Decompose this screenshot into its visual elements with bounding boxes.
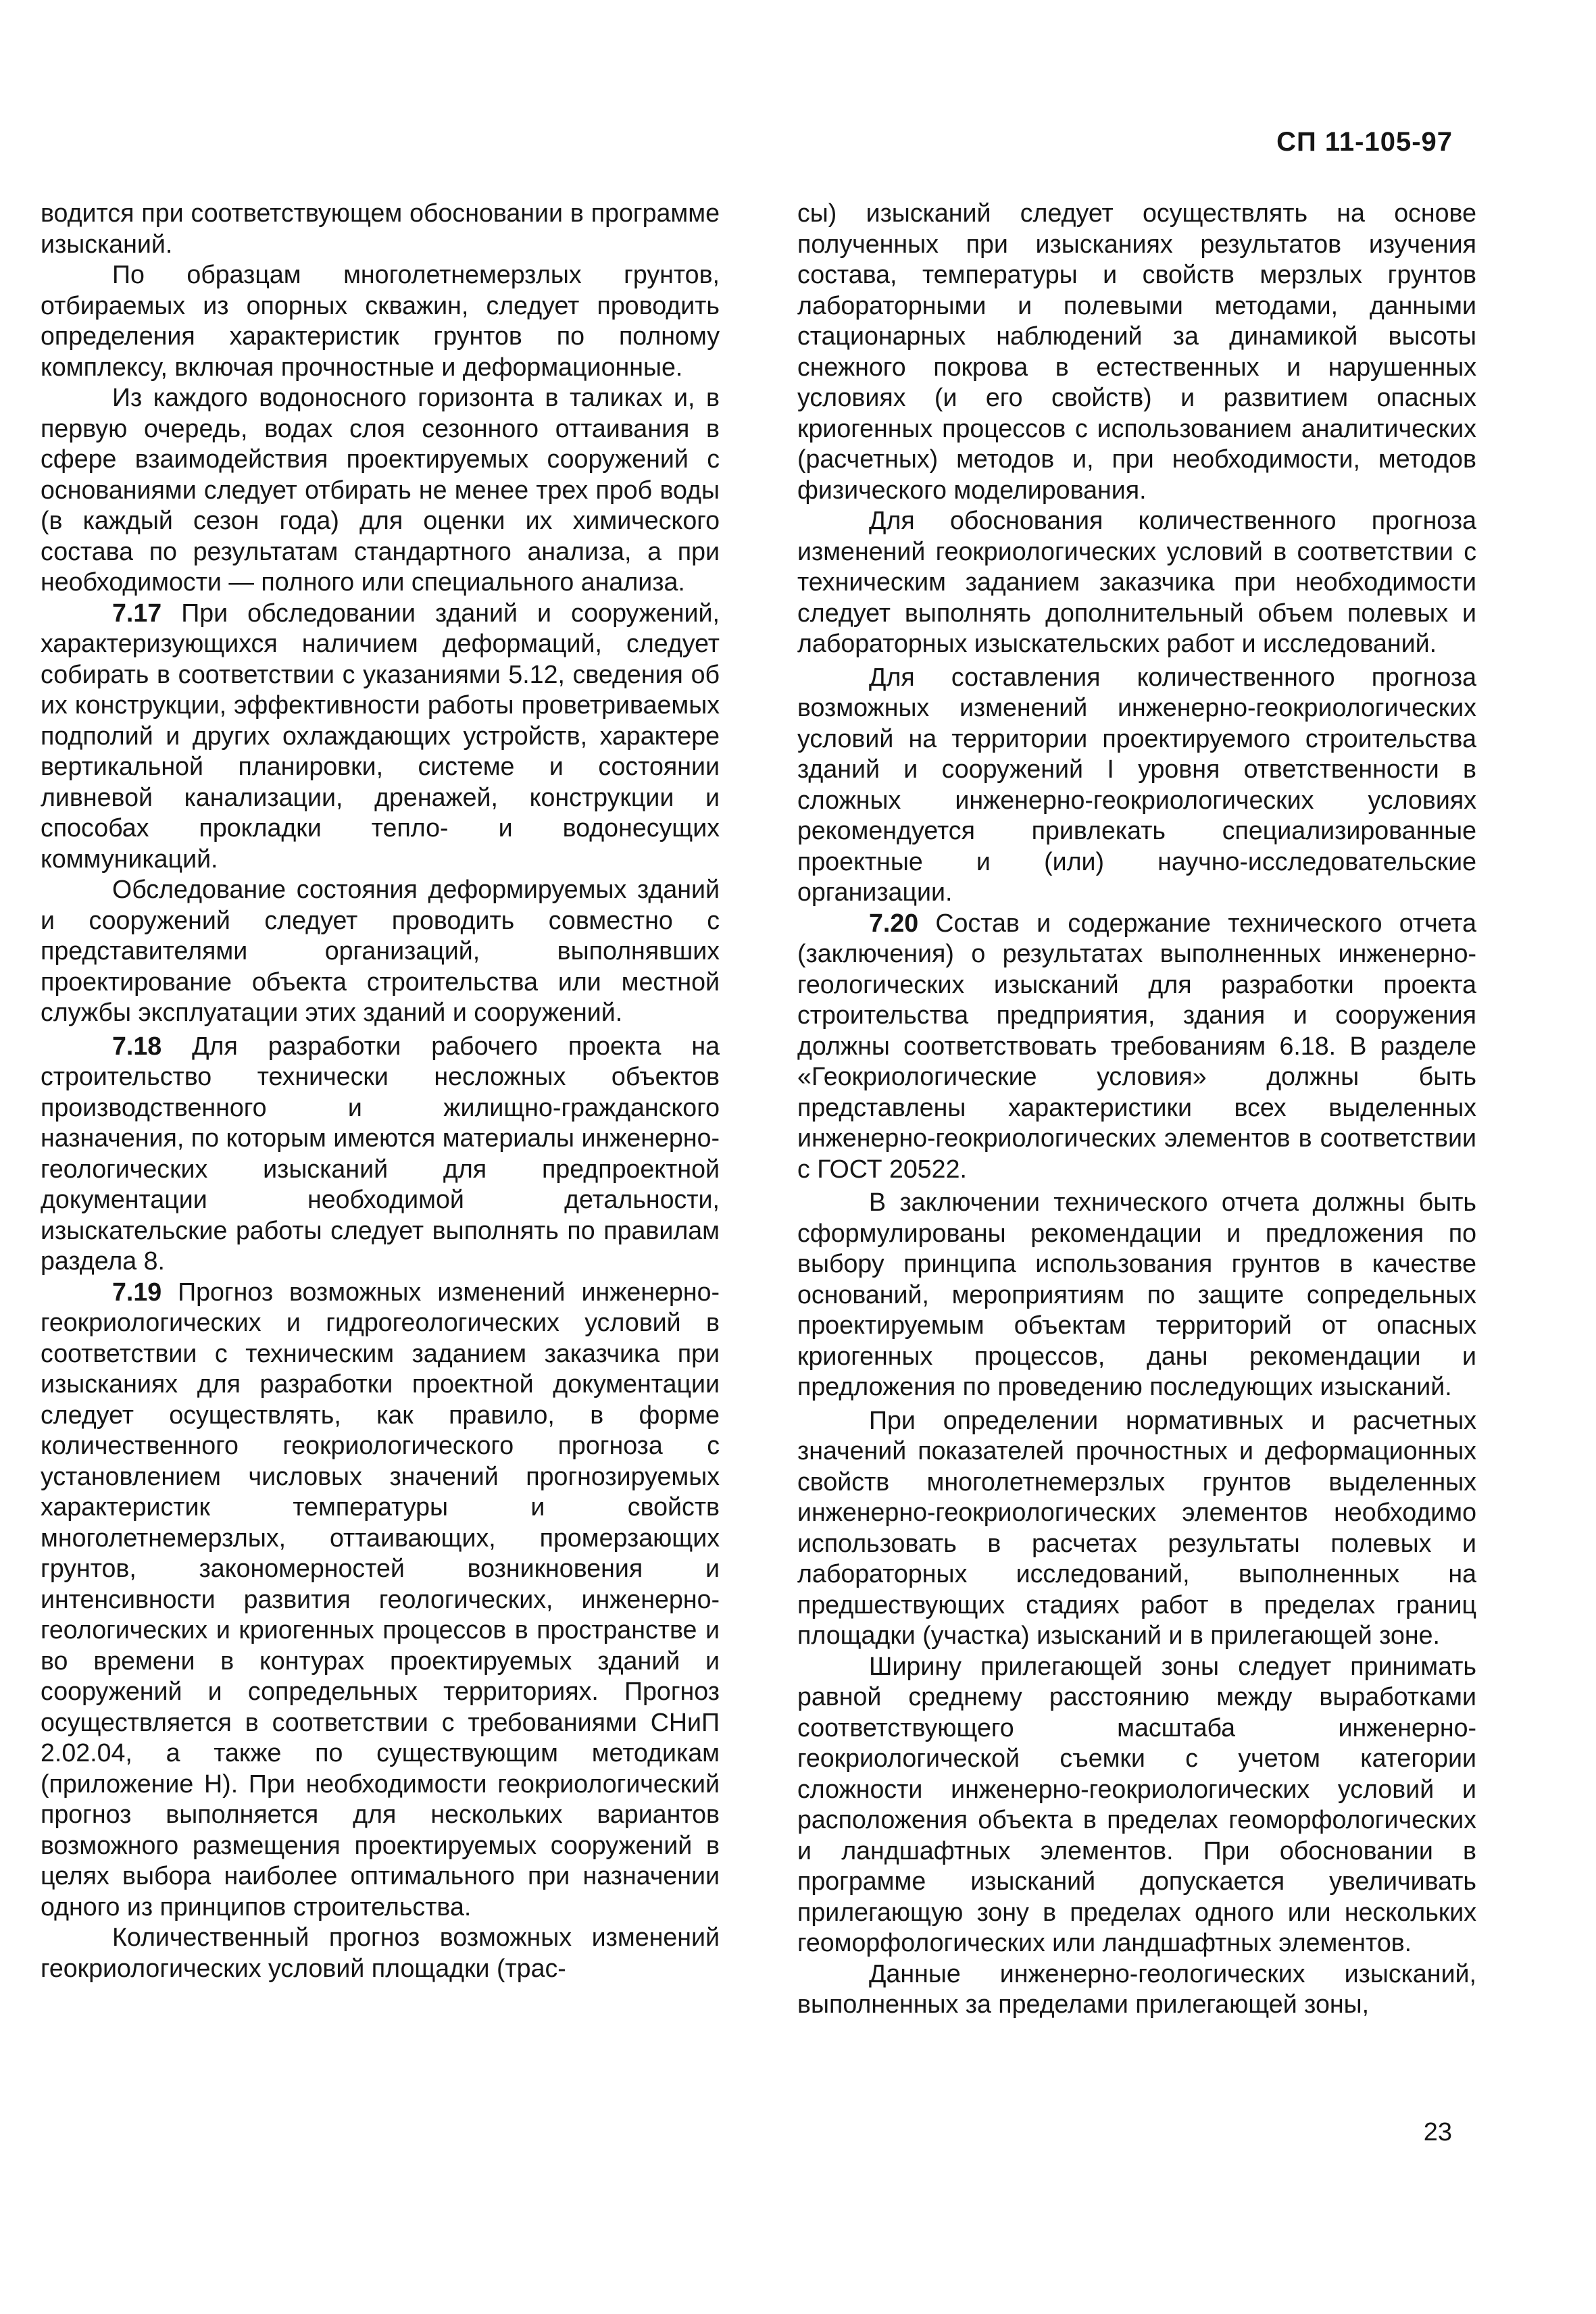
clause-text: При обследовании зданий и сооружений, характеризующихся наличием деформаций, следует собирать в соответствии с указаниями 5.12, сведения об их конструкции, эффективности работы проветриваемых подполий и других охлаждающих устройств, характере вертикальной планировки, системе и состоянии ливневой канализации, дренажей, конструкции и способах прокладки тепло- и водонесущих коммуникаций.: [41, 598, 720, 873]
page-number: 23: [1423, 2118, 1452, 2146]
paragraph: В заключении технического отчета должны быть сформулированы рекомендации и предложения по выбору принципа использования грунтов в качестве оснований, мероприятиям по защите сопредельных проектируемым объектам территорий от опасных криогенных процессов, даны рекомендации и предложения по проведению последующих изысканий.: [797, 1188, 1476, 1401]
paragraph: При определении нормативных и расчетных значений показателей прочностных и деформационных свойств многолетнемерзлых грунтов выделенных инженерно-геокриологических элементов необходимо использовать в расчетах результаты полевых и лабораторных исследований, выполненных на предшествующих стадиях работ в пределах границ площадки (участка) изысканий и в прилегающей зоне.: [797, 1405, 1476, 1649]
paragraph: Ширину прилегающей зоны следует принимать равной среднему расстоянию между выработками соответствующего масштаба инженерно-геокриологической съемки с учетом категории сложности инженерно-геокриологических условий и расположения объекта в пределах геоморфологических и ландшафтных элементов. При обосновании в программе изысканий допускается увеличивать прилегающую зону в пределах одного или нескольких геоморфологических или ландшафтных элементов.: [797, 1651, 1476, 1957]
clause-text: Прогноз возможных изменений инженерно-геокриологических и гидрогеологических условий в соответствии с техническим заданием заказчика при изысканиях для разработки проектной документации следует осуществлять, как правило, в форме количественного геокриологического прогноза с установлением числовых значений прогнозируемых характеристик температуры и свойств многолетнемерзлых, оттаивающих, промерзающих грунтов, закономерностей возникновения и интенсивности развития геологических, инженерно-геологических и криогенных процессов в пространстве и во времени в контурах проектируемых зданий и сооружений и сопредельных территориях. Прогноз осуществляется в соответствии с требованиями СНиП 2.02.04, а также по существующим методикам (приложение Н). При необходимости геокриологический прогноз выполняется для нескольких вариантов возможного размещения проектируемых сооружений в целях выбора наиболее оптимального при назначении одного из принципов строительства.: [41, 1277, 720, 1921]
clause-paragraph: [41, 598, 720, 875]
clause-text: Состав и содержание технического отчета (заключения) о результатах выполненных инженерно-геологических изысканий для разработки проекта строительства предприятия, здания и сооружения должны соответствовать требованиям 6.18. В разделе «Геокриологические условия» должны быть представлены характеристики всех выделенных инженерно-геокриологических элементов в соответствии с ГОСТ 20522.: [797, 908, 1476, 1183]
paragraph: Данные инженерно-геологических изысканий, выполненных за пределами прилегающей зоны,: [797, 1959, 1476, 2018]
left-column: [41, 198, 720, 1984]
clause-number: 7.18: [112, 1031, 162, 1060]
clause-paragraph: [41, 1277, 720, 1923]
clause-number: 7.20: [869, 908, 919, 937]
right-column: [797, 198, 1476, 2020]
clause-paragraph: [41, 1031, 720, 1277]
paragraph: По образцам многолетнемерзлых грунтов, отбираемых из опорных скважин, следует проводить определения характеристик грунтов по полному комплексу, включая прочностные и деформационные.: [41, 260, 720, 381]
clause-number: 7.19: [112, 1277, 162, 1306]
document-code: СП 11-105-97: [1276, 127, 1453, 157]
clause-paragraph: [797, 908, 1476, 1185]
paragraph: Из каждого водоносного горизонта в таликах и, в первую очередь, водах слоя сезонного оттаивания в сфере взаимодействия проектируемых сооружений с основаниями следует отбирать не менее трех проб воды (в каждый сезон года) для оценки их химического состава по результатам стандартного анализа, а при необходимости — полного или специального анализа.: [41, 383, 720, 596]
paragraph: Для составления количественного прогноза возможных изменений инженерно-геокриологических условий на территории проектируемого строительства зданий и сооружений I уровня ответственности в сложных инженерно-геокриологических условиях рекомендуется привлекать специализированные проектные и (или) научно-исследовательские организации.: [797, 662, 1476, 906]
paragraph: Количественный прогноз возможных изменений геокриологических условий площадки (трас-: [41, 1923, 720, 1982]
paragraph: водится при соответствующем обосновании в программе изысканий.: [41, 199, 720, 258]
clause-text: Для разработки рабочего проекта на строительство технически несложных объектов производственного и жилищно-гражданского назначения, по которым имеются материалы инженерно-геологических изысканий для предпроектной документации необходимой детальности, изыскательские работы следует выполнять по правилам раздела 8.: [41, 1031, 720, 1275]
clause-number: 7.17: [112, 598, 162, 627]
paragraph: Для обоснования количественного прогноза изменений геокриологических условий в соответствии с техническим заданием заказчика при необходимости следует выполнять дополнительный объем полевых и лабораторных изыскательских работ и исследований.: [797, 506, 1476, 657]
paragraph: Обследование состояния деформируемых зданий и сооружений следует проводить совместно с представителями организаций, выполнявших проектирование объекта строительства или местной службы эксплуатации этих зданий и сооружений.: [41, 875, 720, 1026]
paragraph: сы) изысканий следует осуществлять на основе полученных при изысканиях результатов изучения состава, температуры и свойств мерзлых грунтов лабораторными и полевыми методами, данными стационарных наблюдений за динамикой высоты снежного покрова в естественных и нарушенных условиях (и его свойств) и развитием опасных криогенных процессов с использованием аналитических (расчетных) методов и, при необходимости, методов физического моделирования.: [797, 199, 1476, 504]
